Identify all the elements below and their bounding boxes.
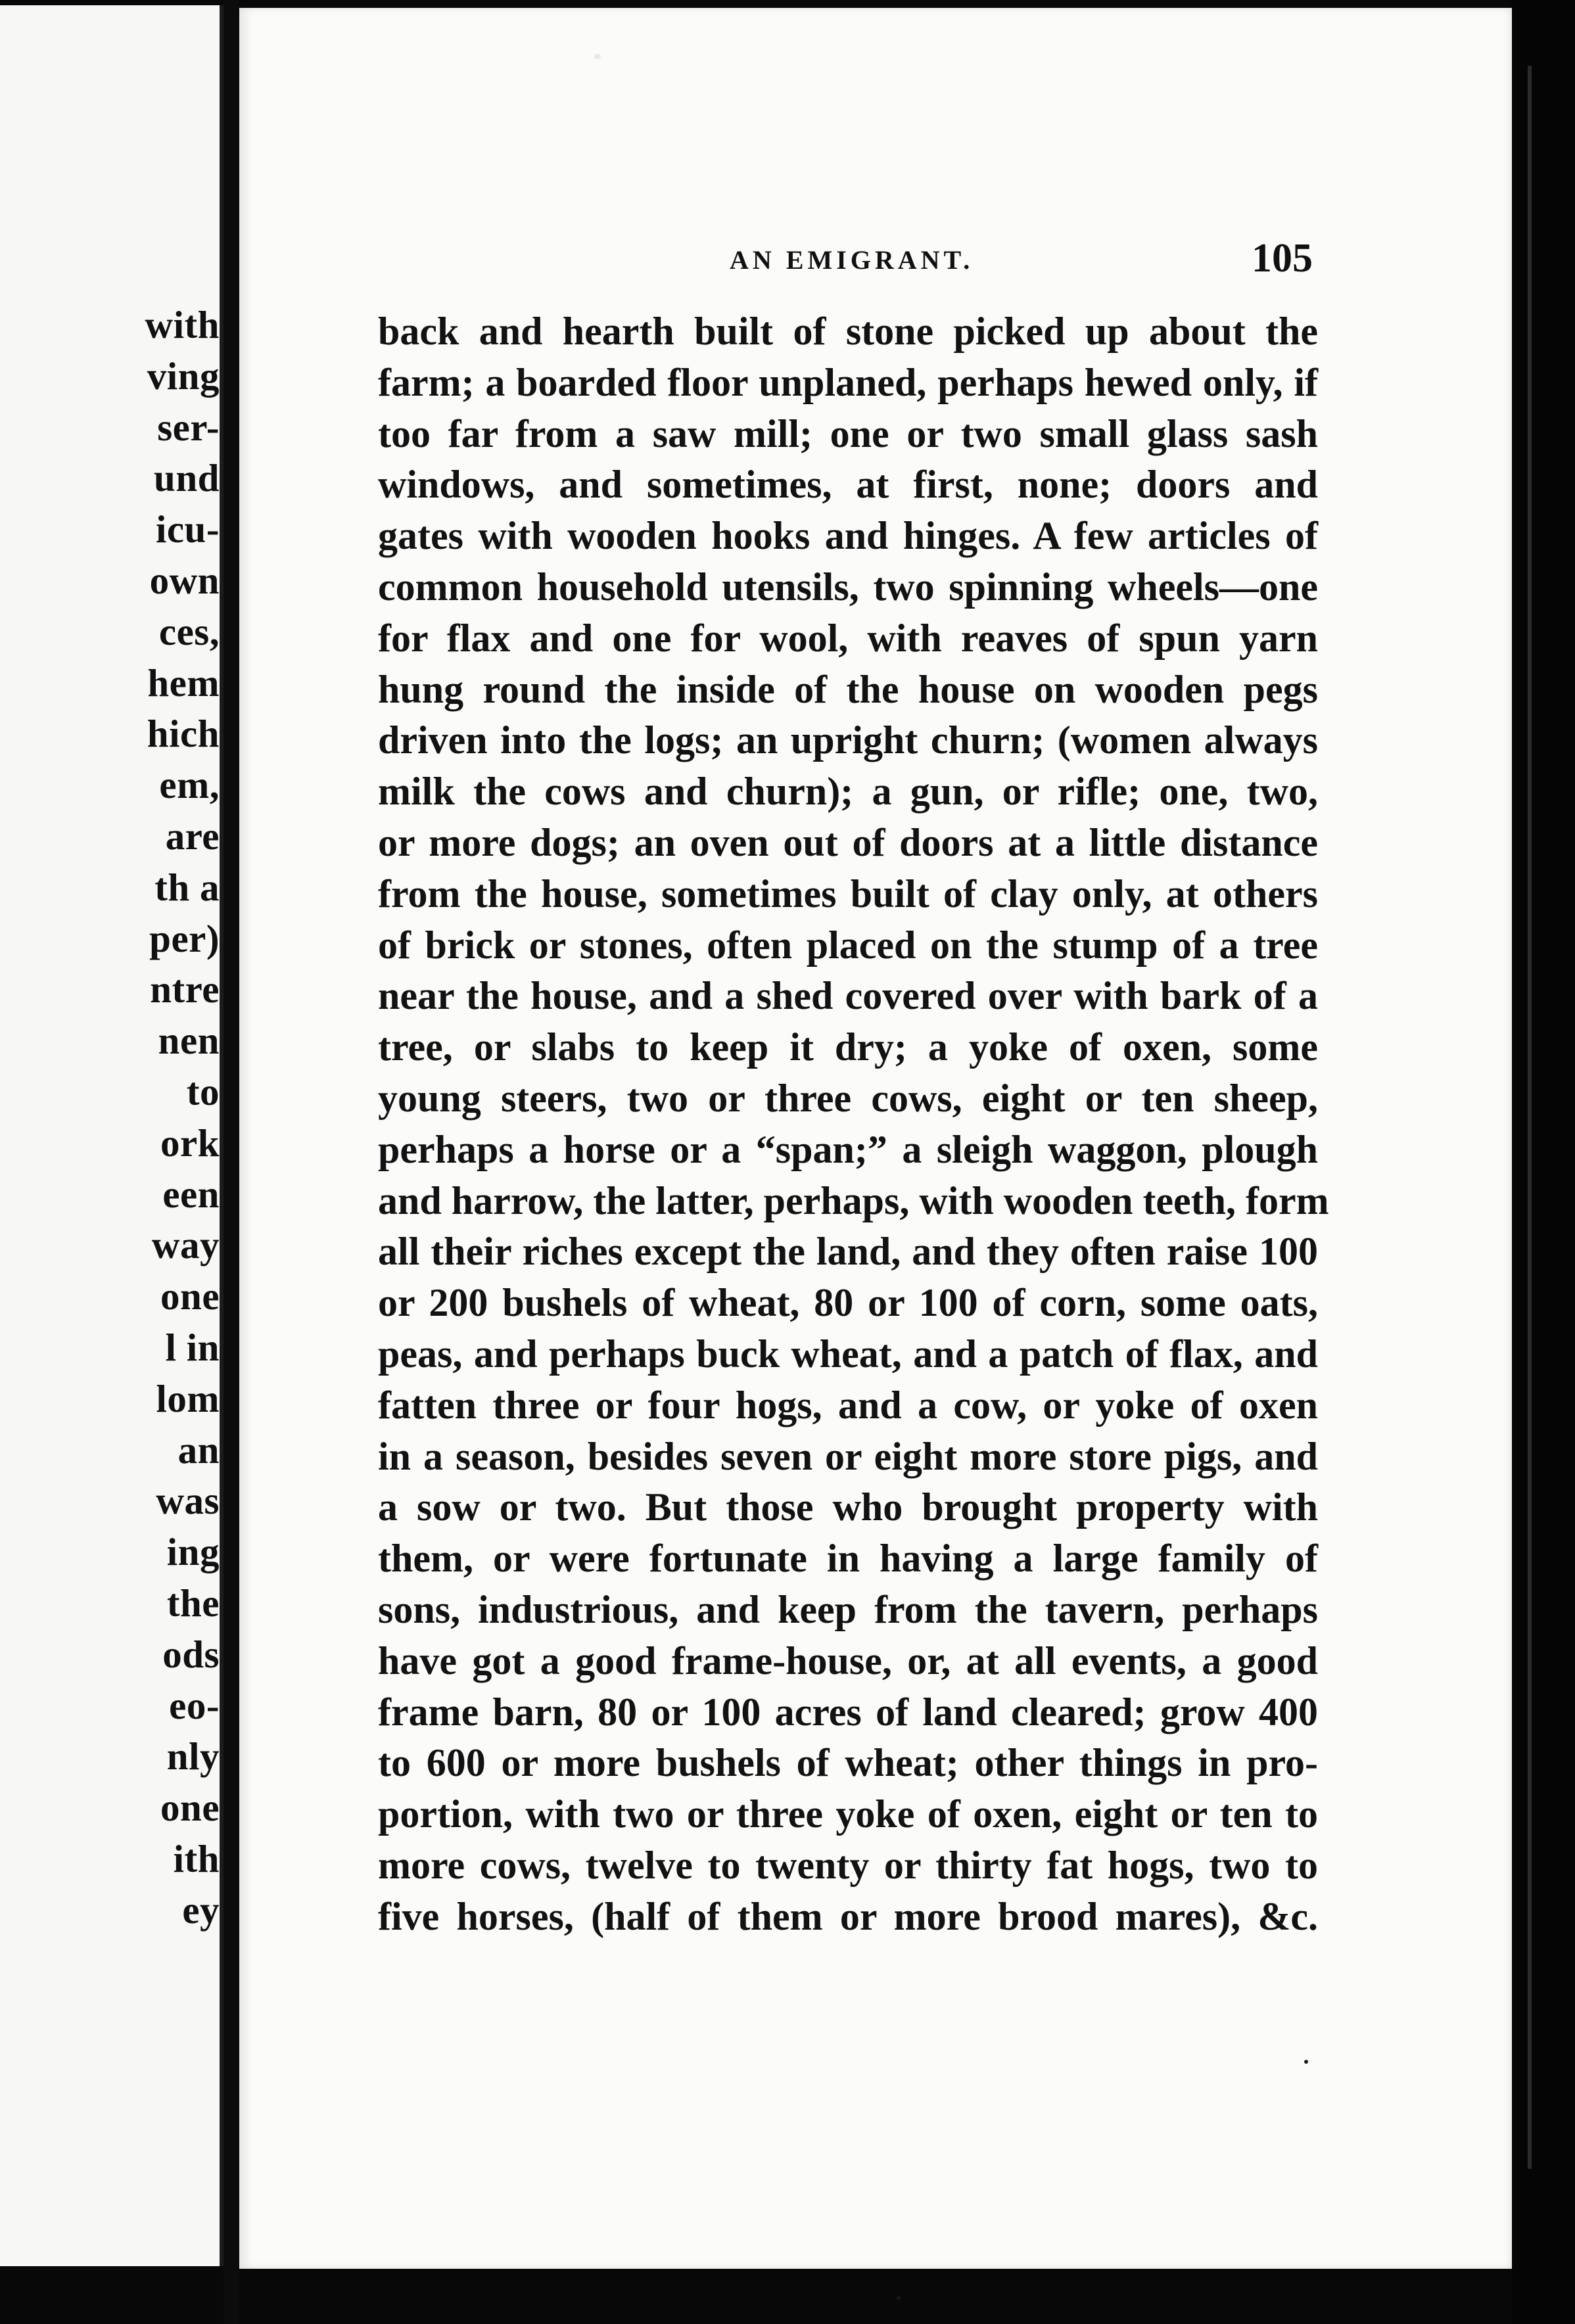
left-line: ing xyxy=(166,1530,220,1574)
text-line: and harrow, the latter, perhaps, with wooden teeth, form xyxy=(378,1178,1329,1222)
text-line: a sow or two. But those who brought property with xyxy=(378,1485,1318,1529)
left-line: ork xyxy=(160,1121,220,1165)
text-line: or more dogs; an oven out of doors at a little distance xyxy=(378,820,1318,864)
text-line: perhaps a horse or a “span;” a sleigh waggon, plough xyxy=(378,1127,1318,1171)
text-line: back and hearth built of stone picked up about the xyxy=(378,310,1318,353)
text-line: have got a good frame-house, or, at all events, a good xyxy=(378,1638,1318,1683)
text-line: gates with wooden hooks and hinges. A few articles of xyxy=(378,514,1318,558)
left-line: one xyxy=(160,1786,220,1830)
text-line: portion, with two or three yoke of oxen, eight or ten to xyxy=(378,1792,1318,1836)
text-line: five horses, (half of them or more brood mares), &c. xyxy=(378,1894,1318,1938)
left-line: ods xyxy=(162,1632,220,1676)
text-line: farm; a boarded floor unplaned, perhaps hewed only, if xyxy=(378,360,1318,404)
text-line: frame barn, 80 or 100 acres of land cleared; grow 400 xyxy=(378,1690,1318,1734)
text-line: more cows, twelve to twenty or thirty fat hogs, two to xyxy=(378,1843,1318,1887)
text-line: of brick or stones, often placed on the stump of a tree xyxy=(378,923,1318,967)
left-line: nly xyxy=(166,1734,220,1778)
left-line: per) xyxy=(149,916,220,960)
text-line: too far from a saw mill; one or two small glass sash xyxy=(378,411,1318,455)
left-line: icu- xyxy=(155,507,220,551)
text-line: tree, or slabs to keep it dry; a yoke of oxen, some xyxy=(378,1025,1318,1069)
book-gutter xyxy=(223,0,239,2324)
left-line: way xyxy=(151,1223,220,1267)
page-speck xyxy=(897,2296,901,2300)
left-line: th a xyxy=(154,865,220,909)
left-line: lom xyxy=(156,1376,220,1420)
left-page-text xyxy=(141,300,220,1936)
text-line: in a season, besides seven or eight more store pigs, and xyxy=(378,1434,1318,1478)
text-line: them, or were fortunate in having a large family of xyxy=(378,1537,1318,1581)
left-line: ces, xyxy=(158,609,220,653)
left-line: hich xyxy=(147,712,220,756)
left-line: l in xyxy=(165,1325,220,1369)
left-line: are xyxy=(165,814,220,858)
text-line: from the house, sometimes built of clay only, at others xyxy=(378,872,1318,916)
text-line: peas, and perhaps buck wheat, and a patch of flax, and xyxy=(378,1332,1318,1376)
left-line: nen xyxy=(158,1019,220,1063)
text-line: for flax and one for wool, with reaves of spun yarn xyxy=(378,616,1318,660)
left-line: een xyxy=(162,1172,220,1216)
left-line: to xyxy=(186,1069,220,1113)
left-line: an xyxy=(177,1428,220,1472)
running-head: AN EMIGRANT. xyxy=(730,245,974,275)
text-line: common household utensils, two spinning wheels—one xyxy=(378,565,1318,609)
text-line: windows, and sometimes, at first, none; doors and xyxy=(378,463,1318,507)
text-line: fatten three or four hogs, and a cow, or yoke of oxen xyxy=(378,1383,1318,1427)
text-line: all their riches except the land, and they often raise 100 xyxy=(378,1230,1318,1274)
text-line: or 200 bushels of wheat, 80 or 100 of corn, some oats, xyxy=(378,1281,1318,1325)
left-line: hem xyxy=(147,661,220,705)
page-edge xyxy=(1512,0,1575,2324)
left-line: own xyxy=(149,558,220,602)
page-edge-sliver xyxy=(1528,66,1532,2169)
left-line: und xyxy=(154,456,220,500)
left-line: em, xyxy=(159,763,220,807)
left-line: ving xyxy=(147,354,220,398)
left-line: one xyxy=(160,1274,220,1318)
left-line: the xyxy=(166,1581,220,1625)
page-speck xyxy=(594,54,601,59)
text-line: young steers, two or three cows, eight or ten sheep, xyxy=(378,1076,1318,1120)
left-line: was xyxy=(156,1479,220,1523)
text-line: milk the cows and churn); a gun, or rifle; one, two, xyxy=(378,770,1318,814)
text-line: driven into the logs; an upright churn; (women always xyxy=(378,718,1318,762)
left-line: with xyxy=(145,303,220,346)
text-line: to 600 or more bushels of wheat; other things in pro- xyxy=(378,1741,1318,1785)
text-line: hung round the inside of the house on wooden pegs xyxy=(378,667,1318,711)
left-line: ith xyxy=(173,1836,220,1880)
text-line: sons, industrious, and keep from the tavern, perhaps xyxy=(378,1587,1318,1631)
body-text xyxy=(378,306,1329,1943)
page-speck xyxy=(1304,2060,1308,2064)
left-line: ser- xyxy=(157,405,220,449)
left-line: ntre xyxy=(150,967,220,1011)
left-page xyxy=(0,5,223,2266)
left-line: eo- xyxy=(169,1683,220,1727)
left-line: ey xyxy=(182,1888,220,1932)
text-line: near the house, and a shed covered over with bark of a xyxy=(378,974,1318,1018)
page-number: 105 xyxy=(1252,236,1313,281)
